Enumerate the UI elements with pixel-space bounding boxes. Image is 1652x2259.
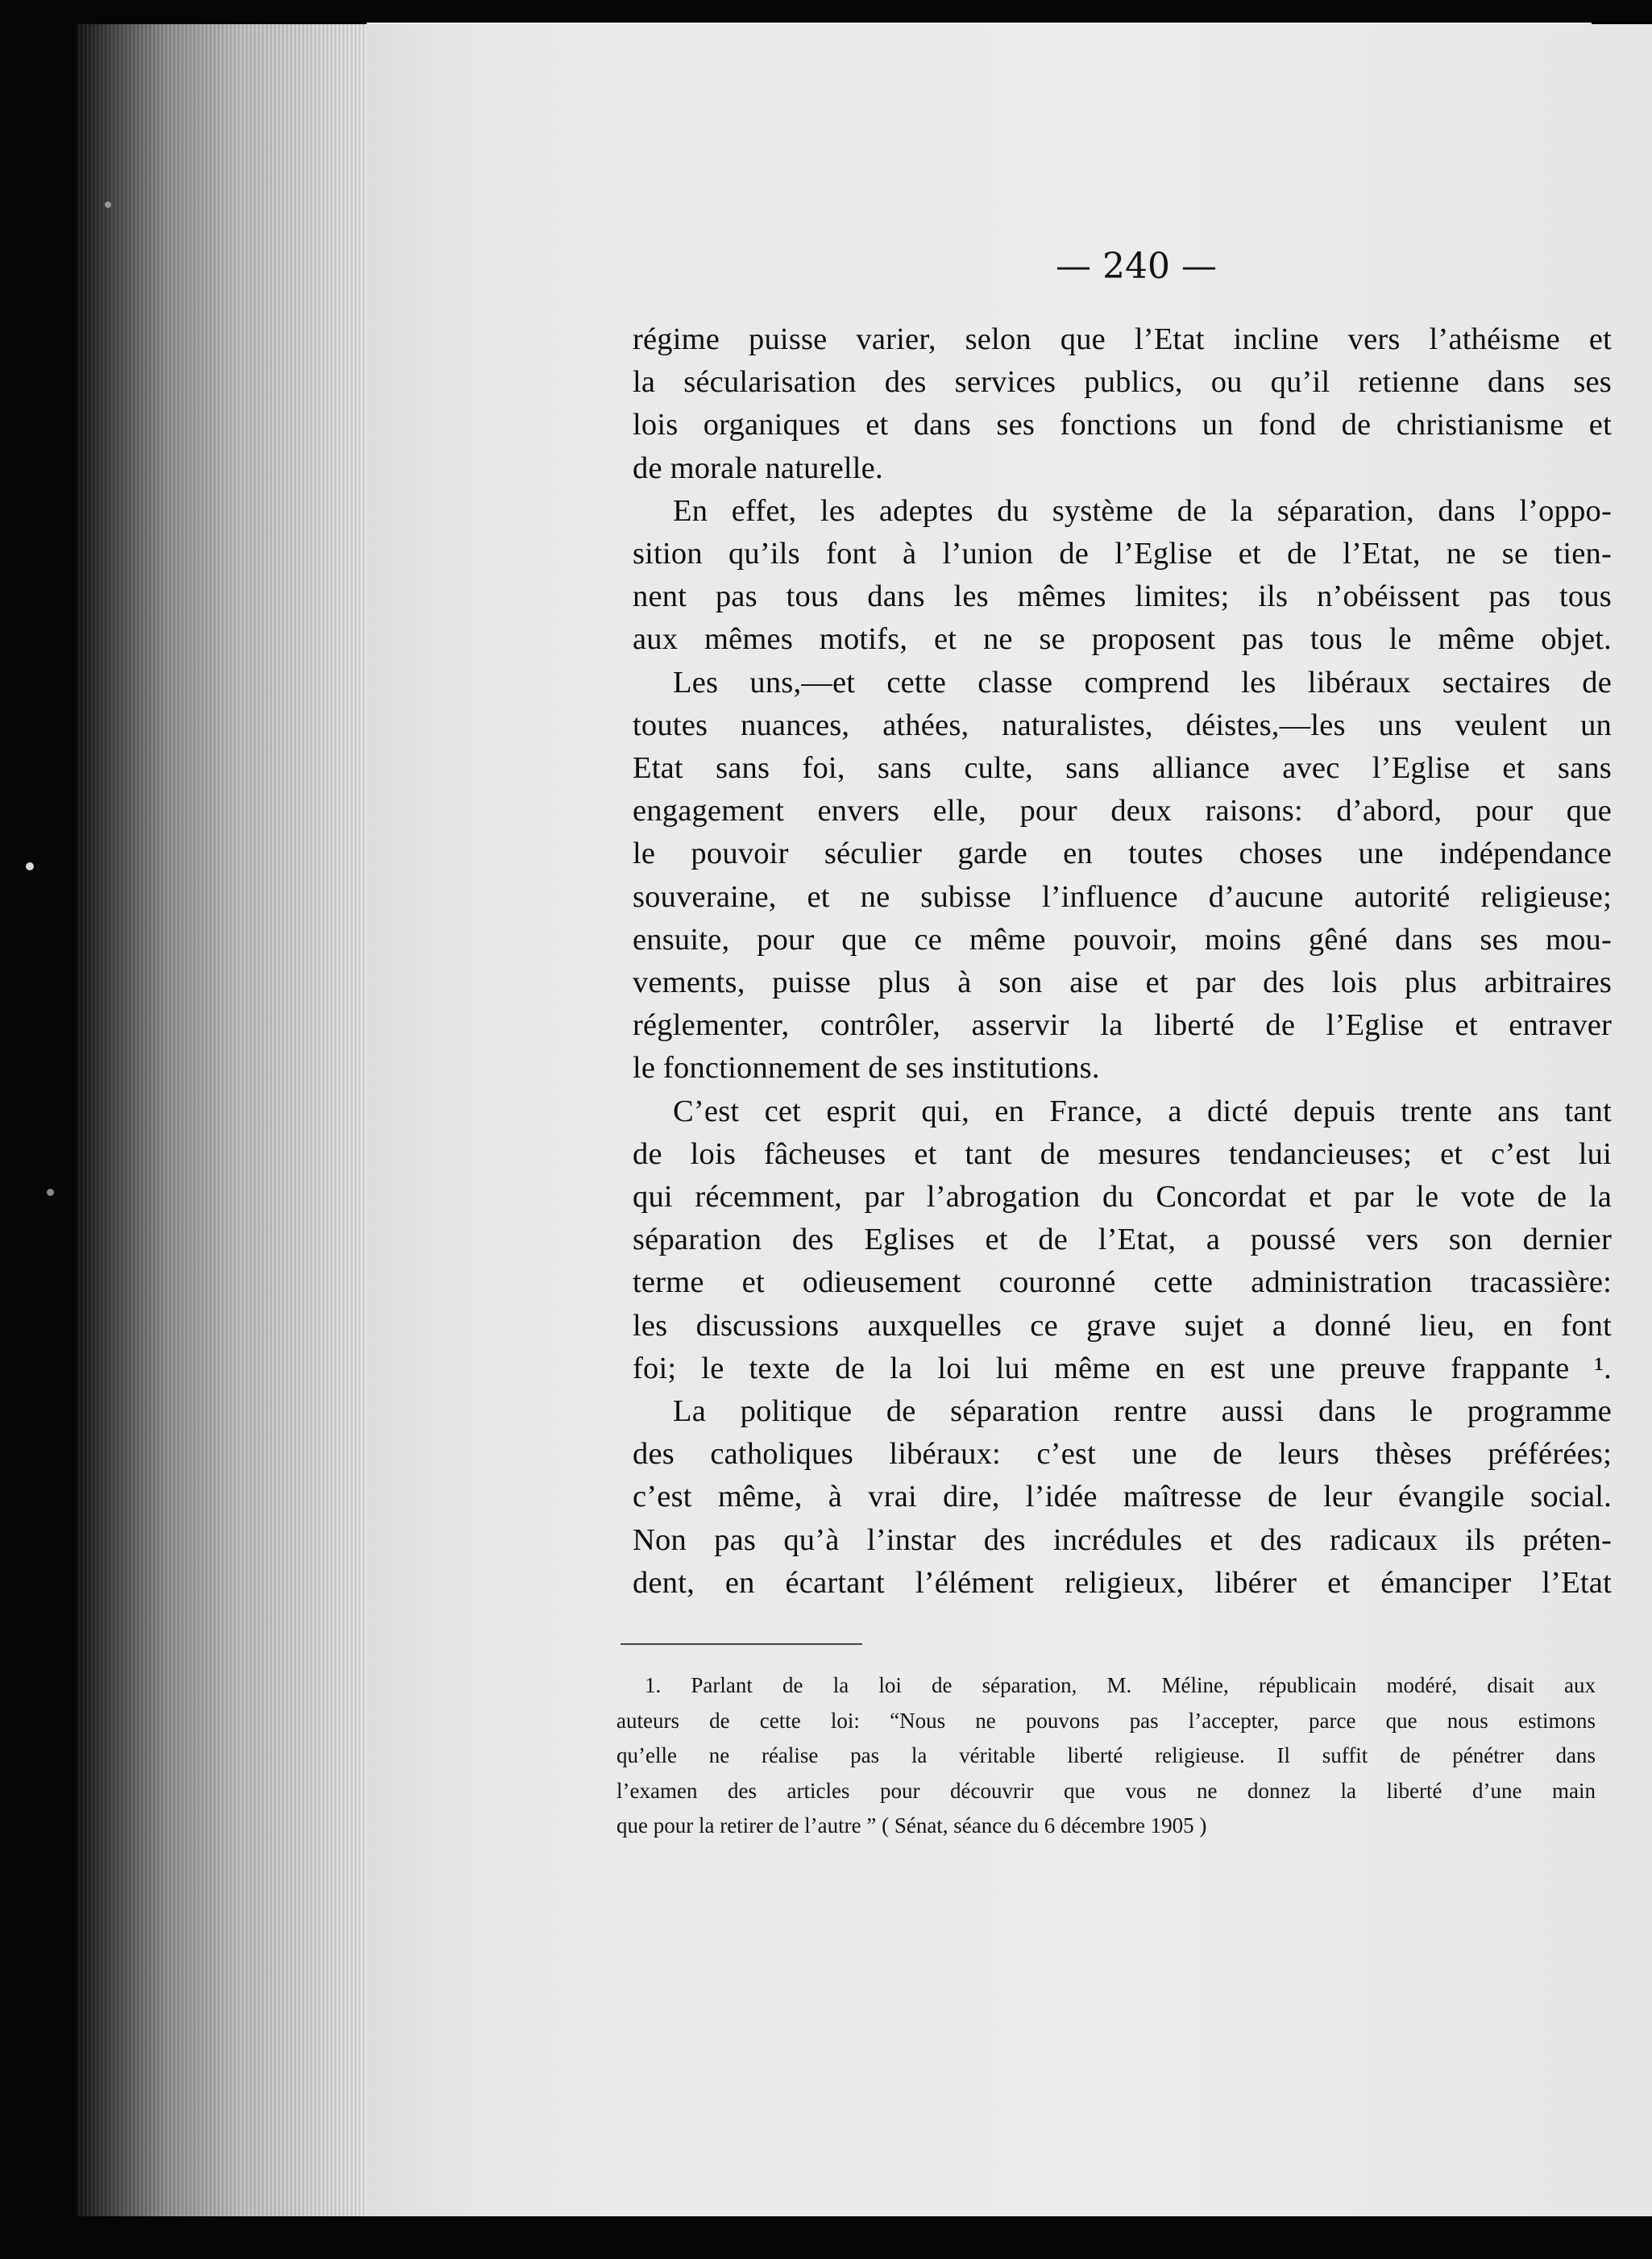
body-line: la sécularisation des services publics, ou qu’il retienne dans ses <box>633 365 1612 400</box>
body-line: sition qu’ils font à l’union de l’Eglise et de l’Etat, ne se tien- <box>633 537 1612 571</box>
body-line: C’est cet esprit qui, en France, a dicté depuis trente ans tant <box>673 1094 1612 1128</box>
page-number: — 240 — <box>1056 246 1217 287</box>
body-line: les discussions auxquelles ce grave sujet a donné lieu, en font <box>633 1308 1612 1343</box>
scan-speck <box>47 1189 54 1196</box>
footnote-line: qu’elle ne réalise pas la véritable liberté religieuse. Il suffit de pénétrer dans <box>616 1743 1596 1767</box>
body-line: aux mêmes motifs, et ne se proposent pas tous le même objet. <box>633 622 1612 657</box>
body-line: qui récemment, par l’abrogation du Concordat et par le vote de la <box>633 1180 1612 1215</box>
body-line: le fonctionnement de ses institutions. <box>633 1051 1100 1086</box>
body-line: séparation des Eglises et de l’Etat, a poussé vers son dernier <box>633 1223 1612 1257</box>
book-binding-gutter <box>77 24 375 2216</box>
body-line: La politique de séparation rentre aussi dans le programme <box>673 1394 1612 1429</box>
body-line: réglementer, contrôler, asservir la liberté de l’Eglise et entraver <box>633 1008 1612 1043</box>
body-line: engagement envers elle, pour deux raisons: d’abord, pour que <box>633 794 1612 828</box>
footnote-line: que pour la retirer de l’autre ” ( Sénat, séance du 6 décembre 1905 ) <box>616 1813 1207 1838</box>
body-line: vements, puisse plus à son aise et par des lois plus arbitraires <box>633 965 1612 1000</box>
body-line: foi; le texte de la loi lui même en est une preuve frappante ¹. <box>633 1351 1612 1385</box>
scan-speck <box>26 862 34 870</box>
body-line: En effet, les adeptes du système de la séparation, dans l’oppo- <box>673 493 1612 528</box>
body-line: toutes nuances, athées, naturalistes, déistes,—les uns veulent un <box>633 708 1612 742</box>
body-line: Etat sans foi, sans culte, sans alliance avec l’Eglise et sans <box>633 751 1612 786</box>
footnote-line: auteurs de cette loi: “Nous ne pouvons pas l’accepter, parce que nous estimons <box>616 1708 1596 1733</box>
body-line: de lois fâcheuses et tant de mesures tendancieuses; et c’est lui <box>633 1136 1612 1171</box>
footnote-line: l’examen des articles pour découvrir que vous ne donnez la liberté d’une main <box>616 1778 1596 1803</box>
body-line: ensuite, pour que ce même pouvoir, moins gêné dans ses mou- <box>633 922 1612 957</box>
body-line: Les uns,—et cette classe comprend les libéraux sectaires de <box>673 665 1612 700</box>
body-line: des catholiques libéraux: c’est une de leurs thèses préférées; <box>633 1437 1612 1472</box>
body-line: c’est même, à vrai dire, l’idée maîtresse de leur évangile social. <box>633 1480 1612 1514</box>
footnote <box>616 1668 1596 1844</box>
footnote-line: 1. Parlant de la loi de séparation, M. Méline, républicain modéré, disait aux <box>645 1673 1596 1697</box>
body-line: terme et odieusement couronné cette administration tracassière: <box>633 1265 1612 1300</box>
body-line: lois organiques et dans ses fonctions un fond de christianisme et <box>633 408 1612 442</box>
scan-speck <box>105 201 111 208</box>
footnote-separator <box>621 1643 862 1645</box>
body-line: le pouvoir séculier garde en toutes choses une indépendance <box>633 837 1612 871</box>
body-line: souveraine, et ne subisse l’influence d’aucune autorité religieuse; <box>633 879 1612 914</box>
body-line: nent pas tous dans les mêmes limites; ils n’obéissent pas tous <box>633 579 1612 614</box>
body-line: régime puisse varier, selon que l’Etat incline vers l’athéisme et <box>633 322 1612 356</box>
body-line: dent, en écartant l’élément religieux, libérer et émanciper l’Etat <box>633 1565 1612 1600</box>
body-line: Non pas qu’à l’instar des incrédules et des radicaux ils préten- <box>633 1522 1612 1557</box>
body-line: de morale naturelle. <box>633 451 883 485</box>
body-text <box>633 318 1612 1605</box>
